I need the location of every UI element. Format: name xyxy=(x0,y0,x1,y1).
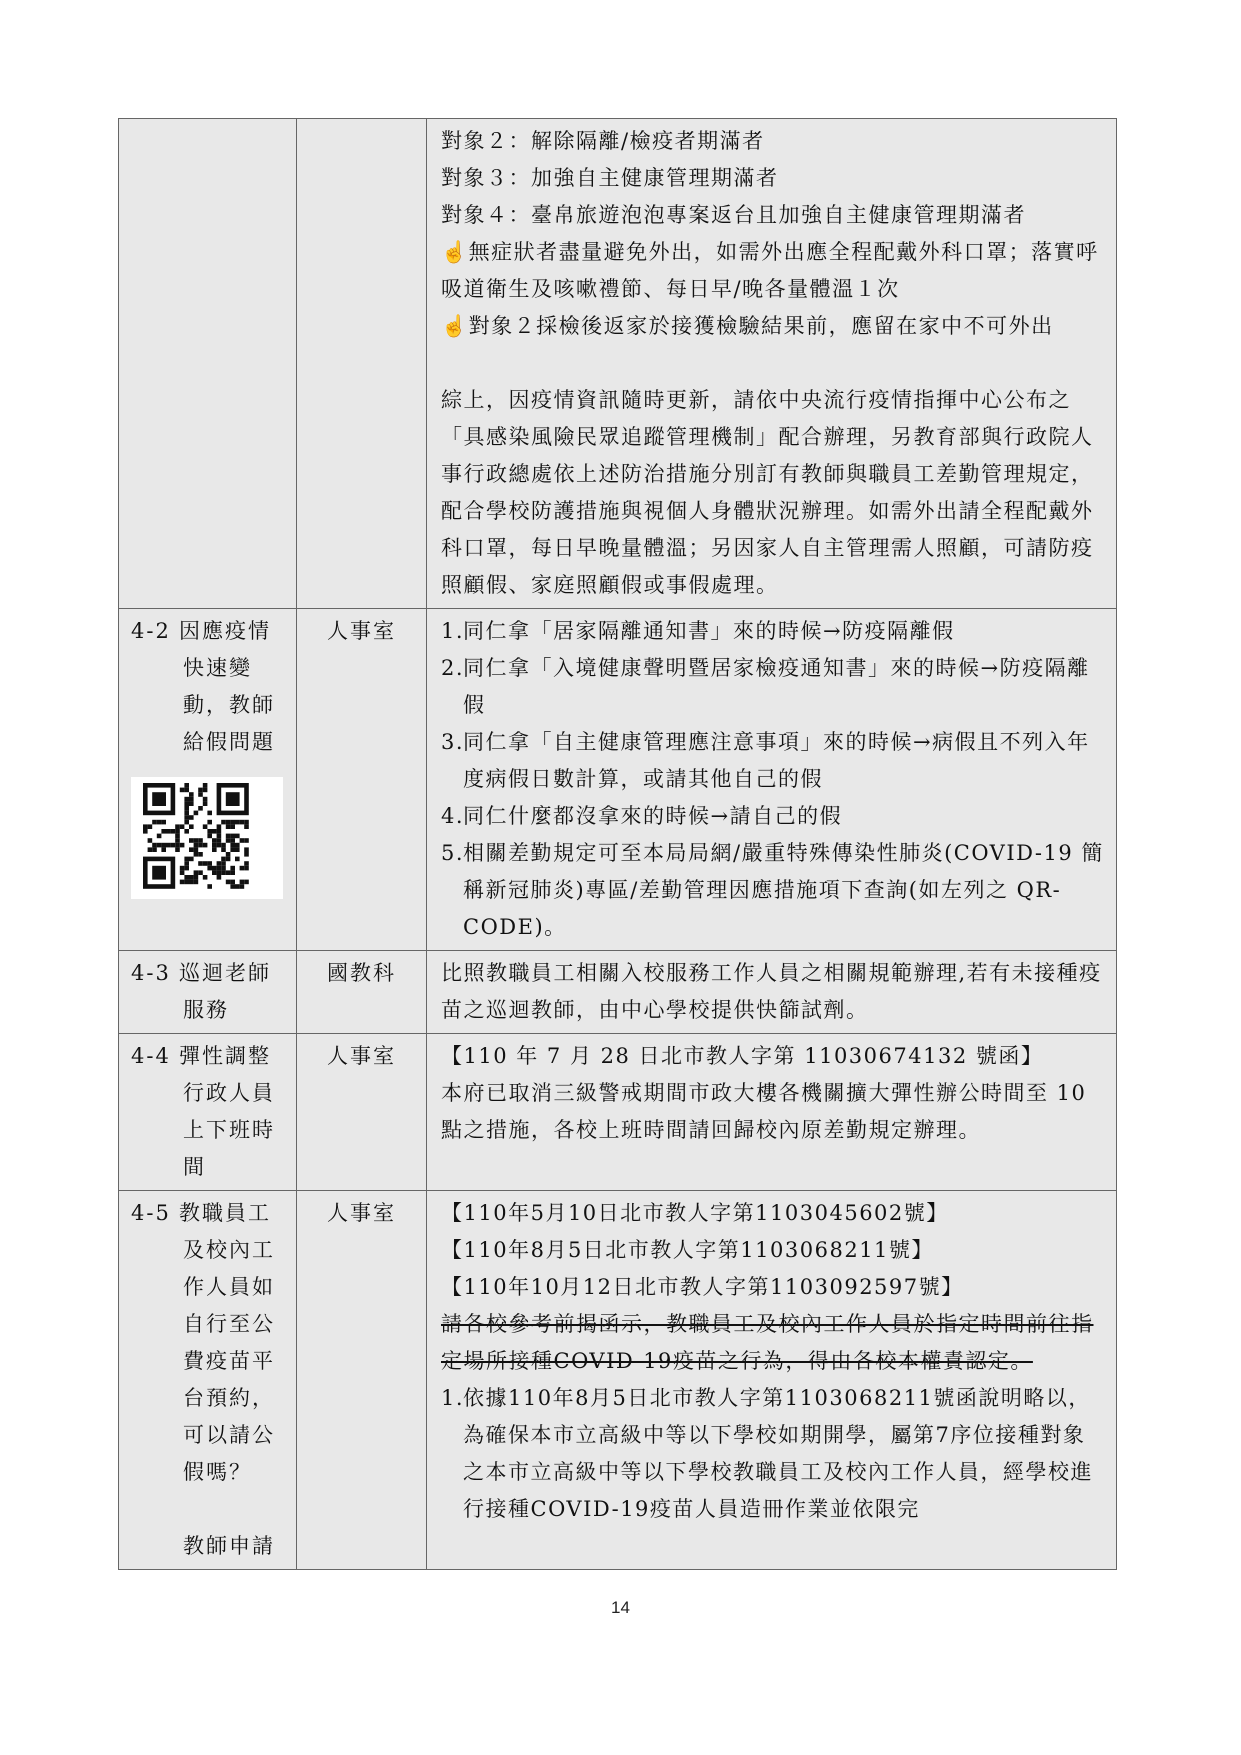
topic-title-line: 上下班時 xyxy=(183,1118,275,1142)
content-paragraph: 本府已取消三級警戒期間市政大樓各機關擴大彈性辦公時間至 10 點之措施，各校上班時間請回歸校內原差勤規定辦理。 xyxy=(441,1081,1087,1142)
reference-line: 【110年8月5日北市教人字第1103068211號】 xyxy=(441,1238,934,1262)
reference-line: 【110年10月12日北市教人字第1103092597號】 xyxy=(441,1275,964,1299)
topic-title-line: 快速變 xyxy=(183,656,252,680)
unit-cell: 人事室 xyxy=(297,609,427,951)
topic-title-line: 可以請公 xyxy=(183,1423,275,1447)
target-line: 對象２：解除隔離/檢疫者期滿者 xyxy=(441,129,765,153)
content-cell xyxy=(427,951,1117,1034)
policy-table xyxy=(118,118,1117,1570)
content-cell xyxy=(427,119,1117,609)
topic-number: 4-4 xyxy=(131,1044,171,1068)
content-cell xyxy=(427,609,1117,951)
unit-cell xyxy=(297,119,427,609)
list-item: 1. 依據110年8月5日北市教人字第1103068211號函說明略以，為確保本市立高級中等以下學校如期開學，屬第7序位接種對象之本市立高級中等以下學校教職員工及校內工作人員，經學校進行接種COVID-19疫苗人員造冊作業並依限完 xyxy=(441,1386,1093,1521)
list-item: 3. 同仁拿「自主健康管理應注意事項」來的時候→病假且不列入年度病假日數計算，或請其他自己的假 xyxy=(441,730,1090,791)
target-line: 對象３：加強自主健康管理期滿者 xyxy=(441,166,779,190)
table-row-4-2 xyxy=(119,609,1117,951)
table-row-4-4 xyxy=(119,1034,1117,1191)
reference-line: 【110年5月10日北市教人字第1103045602號】 xyxy=(441,1201,949,1225)
topic-number: 4-5 xyxy=(131,1201,171,1225)
spacer xyxy=(131,1491,290,1528)
content-paragraph: 比照教職員工相關入校服務工作人員之相關規範辦理,若有未接種疫苗之巡迴教師，由中心學校提供快篩試劑。 xyxy=(441,961,1102,1022)
page-number: 14 xyxy=(611,1598,630,1617)
unit-cell: 人事室 xyxy=(297,1034,427,1191)
topic-title-line: 自行至公 xyxy=(183,1312,275,1336)
topic-cell xyxy=(119,119,297,609)
topic-title: 4-2 因應疫情 xyxy=(131,613,290,650)
unit-cell: 國教科 xyxy=(297,951,427,1034)
topic-title-line: 教師申請 xyxy=(183,1534,275,1558)
topic-title-line: 費疫苗平 xyxy=(183,1349,275,1373)
list-item: 2. 同仁拿「入境健康聲明暨居家檢疫通知書」來的時候→防疫隔離假 xyxy=(441,656,1090,717)
topic-title-line: 及校內工 xyxy=(183,1238,275,1262)
reference-line: 【110 年 7 月 28 日北市教人字第 11030674132 號函】 xyxy=(441,1044,1044,1068)
topic-title-line: 行政人員 xyxy=(183,1081,275,1105)
content-cell xyxy=(427,1191,1117,1570)
topic-number: 4-2 xyxy=(131,619,171,643)
topic-title-line: 給假問題 xyxy=(183,730,275,754)
guidance-line: ☝無症狀者盡量避免外出，如需外出應全程配戴外科口罩；落實呼吸道衛生及咳嗽禮節、每日早/晚各量體溫１次 xyxy=(441,240,1099,301)
topic-cell xyxy=(119,1191,297,1570)
topic-title-line: 服務 xyxy=(183,998,229,1022)
unit-cell: 人事室 xyxy=(297,1191,427,1570)
topic-title: 4-4 彈性調整 xyxy=(131,1038,290,1075)
content-cell xyxy=(427,1034,1117,1191)
table-row-4-5 xyxy=(119,1191,1117,1570)
guidance-line: ☝對象２採檢後返家於接獲檢驗結果前，應留在家中不可外出 xyxy=(441,314,1054,338)
topic-title: 4-5 教職員工 xyxy=(131,1195,290,1232)
list-item: 4. 同仁什麼都沒拿來的時候→請自己的假 xyxy=(441,804,843,828)
list-item: 5. 相關差勤規定可至本局局網/嚴重特殊傳染性肺炎(COVID-19 簡稱新冠肺炎)專區/差勤管理因應措施項下查詢(如左列之 QR-CODE)。 xyxy=(441,841,1104,939)
list-item: 1. 同仁拿「居家隔離通知書」來的時候→防疫隔離假 xyxy=(441,619,955,643)
topic-title-line: 假嗎？ xyxy=(183,1460,252,1484)
summary-paragraph: 綜上，因疫情資訊隨時更新，請依中央流行疫情指揮中心公布之「具感染風險民眾追蹤管理機制」配合辦理，另教育部與行政院人事行政總處依上述防治措施分別訂有教師與職員工差勤管理規定，配合學校防護措施與視個人身體狀況辦理。如需外出請全程配戴外科口罩，每日早晚量體溫；另因家人自主管理需人照顧，可請防疫照顧假、家庭照顧假或事假處理。 xyxy=(441,388,1094,597)
struck-paragraph: 請各校參考前揭函示，教職員工及校內工作人員於指定時間前往指定場所接種COVID-19疫苗之行為，得由各校本權責認定。 xyxy=(441,1312,1094,1373)
topic-title-line: 動，教師 xyxy=(183,693,275,717)
spacer xyxy=(441,345,1104,382)
target-line: 對象４：臺帛旅遊泡泡專案返台且加強自主健康管理期滿者 xyxy=(441,203,1026,227)
topic-title-line: 間 xyxy=(183,1155,206,1179)
topic-cell xyxy=(119,609,297,951)
topic-number: 4-3 xyxy=(131,961,171,985)
qr-code[interactable] xyxy=(131,777,283,899)
topic-title: 4-3 巡迴老師 xyxy=(131,955,290,992)
topic-title-line: 台預約， xyxy=(183,1386,275,1410)
table-row-4-3 xyxy=(119,951,1117,1034)
topic-cell xyxy=(119,951,297,1034)
topic-cell xyxy=(119,1034,297,1191)
topic-title-line: 作人員如 xyxy=(183,1275,275,1299)
table-row-continuation xyxy=(119,119,1117,609)
